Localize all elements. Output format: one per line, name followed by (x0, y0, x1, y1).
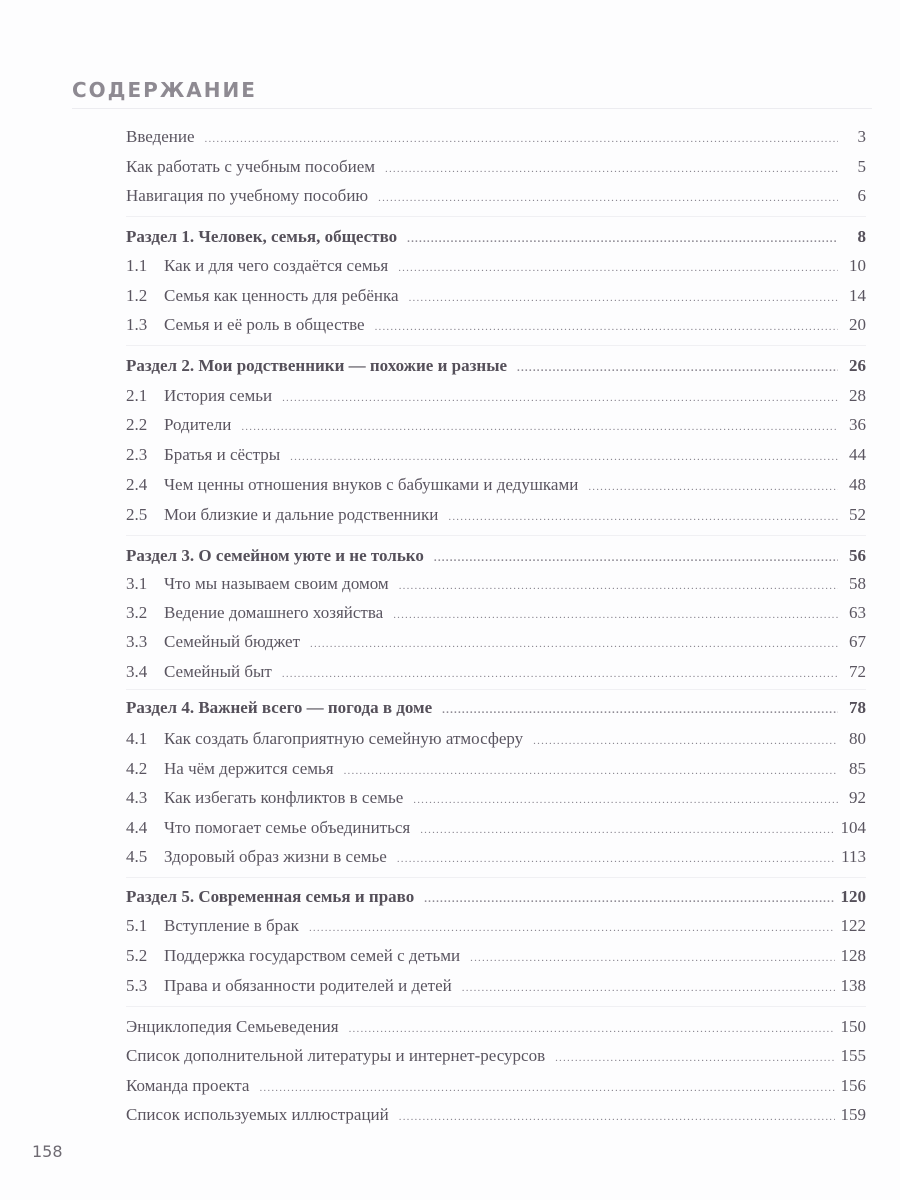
entry-label: Энциклопедия Семьеведения (126, 1017, 339, 1036)
section-label: Раздел 3. О семейном уюте и не только (126, 546, 424, 565)
entry-number: 4.5 (126, 847, 148, 866)
entry-number: 3.3 (126, 632, 148, 651)
page-title: СОДЕРЖАНИЕ (72, 78, 257, 102)
dot-leader (241, 415, 838, 439)
toc-section-2[interactable] (126, 354, 866, 378)
entry-page: 36 (849, 415, 866, 434)
entry-page: 159 (840, 1105, 866, 1124)
entry-page: 58 (849, 574, 866, 593)
entry-label: Как создать благоприятную семейную атмосферу (164, 729, 524, 748)
entry-page: 122 (840, 916, 866, 935)
entry-page: 44 (849, 445, 866, 464)
entry-page: 52 (849, 505, 866, 524)
entry-number: 4.4 (126, 818, 148, 837)
entry-label: Как и для чего создаётся семья (164, 256, 389, 275)
section-label: Раздел 5. Современная семья и право (126, 887, 415, 906)
entry-label: Вступление в брак (164, 916, 299, 935)
dot-leader (588, 475, 838, 499)
entry-page: 63 (849, 603, 866, 622)
dot-leader (533, 729, 838, 753)
dot-leader (424, 887, 834, 911)
toc-entry-2-1[interactable] (126, 384, 866, 408)
toc-entry-intro[interactable] (126, 125, 866, 149)
dot-leader (398, 256, 838, 280)
dot-leader (310, 632, 838, 656)
divider (126, 877, 866, 878)
entry-number: 3.2 (126, 603, 148, 622)
dot-leader (407, 227, 838, 251)
entry-number: 4.1 (126, 729, 148, 748)
toc-section-5[interactable] (126, 885, 866, 909)
toc-entry-4-1[interactable] (126, 727, 866, 751)
entry-label: Поддержка государством семей с детьми (164, 946, 461, 965)
entry-label: Чем ценны отношения внуков с бабушками и дедушками (164, 475, 579, 494)
entry-label: На чём держится семья (164, 759, 334, 778)
entry-label: Как работать с учебным пособием (126, 157, 375, 176)
entry-page: 67 (849, 632, 866, 651)
entry-label: Что мы называем своим домом (164, 574, 389, 593)
entry-number: 5.1 (126, 916, 148, 935)
entry-number: 5.2 (126, 946, 148, 965)
entry-page: 72 (849, 662, 866, 681)
section-label: Раздел 2. Мои родственники — похожие и разные (126, 356, 508, 375)
entry-label: Ведение домашнего хозяйства (164, 603, 384, 622)
entry-page: 14 (849, 286, 866, 305)
dot-leader (282, 386, 838, 410)
dot-leader (409, 286, 838, 310)
toc-section-4[interactable] (126, 696, 866, 720)
entry-label: Что помогает семье объединиться (164, 818, 411, 837)
toc-entry-2-5[interactable] (126, 503, 866, 527)
dot-leader (290, 445, 838, 469)
section-page: 120 (840, 887, 866, 906)
dot-leader (555, 1046, 834, 1070)
toc-entry-3-4[interactable] (126, 660, 866, 684)
dot-leader (420, 818, 834, 842)
entry-page: 20 (849, 315, 866, 334)
entry-number: 1.2 (126, 286, 148, 305)
dot-leader (375, 315, 838, 339)
entry-number: 1.1 (126, 256, 148, 275)
toc-entry-4-3[interactable] (126, 786, 866, 810)
entry-page: 80 (849, 729, 866, 748)
toc-entry-3-1[interactable] (126, 572, 866, 596)
entry-page: 113 (841, 847, 866, 866)
entry-number: 2.1 (126, 386, 148, 405)
entry-number: 1.3 (126, 315, 148, 334)
entry-label: Список используемых иллюстраций (126, 1105, 389, 1124)
entry-page: 156 (840, 1076, 866, 1095)
entry-label: Список дополнительной литературы и интернет-ресурсов (126, 1046, 546, 1065)
entry-label: Здоровый образ жизни в семье (164, 847, 387, 866)
dot-leader (517, 356, 838, 380)
toc-entry-5-2[interactable] (126, 944, 866, 968)
toc-entry-2-3[interactable] (126, 443, 866, 467)
dot-leader (259, 1076, 834, 1100)
toc-entry-4-5[interactable] (126, 845, 866, 869)
toc-entry-4-2[interactable] (126, 757, 866, 781)
entry-number: 3.1 (126, 574, 148, 593)
dot-leader (399, 574, 838, 598)
toc-entry-encyclopedia[interactable] (126, 1015, 866, 1039)
entry-number: 3.4 (126, 662, 148, 681)
title-divider (72, 108, 872, 109)
toc-entry-5-1[interactable] (126, 914, 866, 938)
entry-page: 5 (857, 157, 866, 176)
toc-entry-navigation[interactable] (126, 184, 866, 208)
dot-leader (448, 505, 838, 529)
entry-number: 4.2 (126, 759, 148, 778)
entry-label: Команда проекта (126, 1076, 250, 1095)
entry-label: Мои близкие и дальние родственники (164, 505, 439, 524)
divider (126, 1006, 866, 1007)
toc-entry-1-1[interactable] (126, 254, 866, 278)
toc-entry-1-2[interactable] (126, 284, 866, 308)
section-page: 56 (849, 546, 866, 565)
section-page: 26 (849, 356, 866, 375)
entry-label: Введение (126, 127, 195, 146)
entry-page: 104 (840, 818, 866, 837)
dot-leader (309, 916, 835, 940)
dot-leader (378, 186, 838, 210)
dot-leader (462, 976, 835, 1000)
dot-leader (434, 546, 838, 570)
entry-page: 3 (857, 127, 866, 146)
toc-entry-illustrations[interactable] (126, 1103, 866, 1127)
entry-page: 92 (849, 788, 866, 807)
dot-leader (397, 847, 835, 871)
toc-section-1[interactable] (126, 225, 866, 249)
dot-leader (399, 1105, 835, 1129)
dot-leader (282, 662, 838, 686)
divider (126, 216, 866, 217)
toc-entry-3-3[interactable] (126, 630, 866, 654)
entry-label: Семейный быт (164, 662, 272, 681)
entry-label: Родители (164, 415, 232, 434)
toc-entry-how-to-use[interactable] (126, 155, 866, 179)
dot-leader (349, 1017, 835, 1041)
toc-entry-1-3[interactable] (126, 313, 866, 337)
entry-label: Семья и её роль в обществе (164, 315, 365, 334)
entry-label: Семейный бюджет (164, 632, 300, 651)
toc-entry-2-2[interactable] (126, 413, 866, 437)
entry-number: 2.2 (126, 415, 148, 434)
entry-page: 155 (840, 1046, 866, 1065)
section-label: Раздел 1. Человек, семья, общество (126, 227, 398, 246)
entry-page: 85 (849, 759, 866, 778)
entry-page: 10 (849, 256, 866, 275)
dot-leader (344, 759, 838, 783)
divider (126, 689, 866, 690)
entry-label: Семья как ценность для ребёнка (164, 286, 399, 305)
dot-leader (442, 698, 838, 722)
toc-entry-4-4[interactable] (126, 816, 866, 840)
page-number: 158 (32, 1142, 63, 1161)
entry-number: 2.5 (126, 505, 148, 524)
toc-entry-project-team[interactable] (126, 1074, 866, 1098)
entry-page: 128 (840, 946, 866, 965)
entry-number: 2.4 (126, 475, 148, 494)
entry-page: 28 (849, 386, 866, 405)
divider (126, 345, 866, 346)
toc-entry-further-reading[interactable] (126, 1044, 866, 1068)
toc-entry-2-4[interactable] (126, 473, 866, 497)
section-label: Раздел 4. Важней всего — погода в доме (126, 698, 433, 717)
dot-leader (413, 788, 838, 812)
dot-leader (393, 603, 838, 627)
dot-leader (385, 157, 838, 181)
entry-number: 2.3 (126, 445, 148, 464)
entry-label: История семьи (164, 386, 273, 405)
entry-page: 6 (857, 186, 866, 205)
dot-leader (470, 946, 834, 970)
toc-entry-5-3[interactable] (126, 974, 866, 998)
entry-label: Братья и сёстры (164, 445, 281, 464)
toc-section-3[interactable] (126, 544, 866, 568)
section-page: 8 (857, 227, 866, 246)
dot-leader (205, 127, 838, 151)
entry-label: Навигация по учебному пособию (126, 186, 369, 205)
entry-label: Как избегать конфликтов в семье (164, 788, 404, 807)
toc-entry-3-2[interactable] (126, 601, 866, 625)
entry-page: 48 (849, 475, 866, 494)
entry-page: 150 (840, 1017, 866, 1036)
divider (126, 535, 866, 536)
entry-label: Права и обязанности родителей и детей (164, 976, 452, 995)
entry-number: 5.3 (126, 976, 148, 995)
entry-page: 138 (840, 976, 866, 995)
section-page: 78 (849, 698, 866, 717)
entry-number: 4.3 (126, 788, 148, 807)
